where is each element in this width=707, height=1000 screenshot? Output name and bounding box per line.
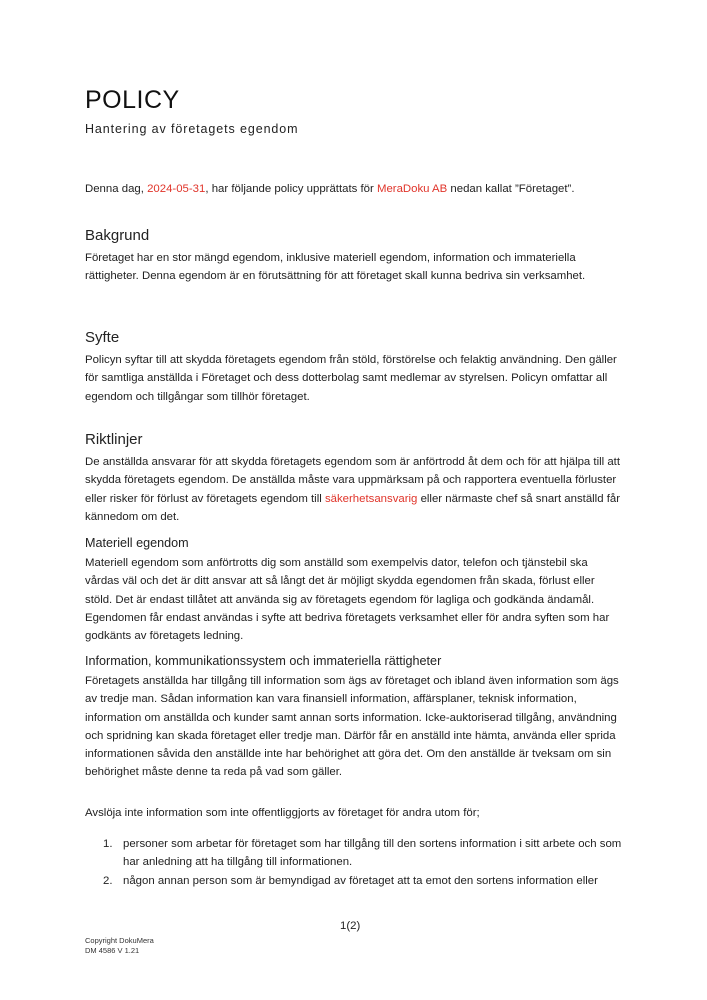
heading-syfte: Syfte (85, 329, 120, 346)
intro-paragraph (85, 180, 625, 198)
list-item-number: 1. (103, 838, 113, 850)
heading-riktlinjer: Riktlinjer (85, 431, 143, 448)
intro-mid: , har följande policy upprättats för (205, 183, 377, 195)
heading-materiell: Materiell egendom (85, 536, 189, 550)
numbered-list (85, 835, 625, 890)
intro-pre: Denna dag, (85, 183, 148, 195)
footer-copyright: Copyright DokuMera (85, 936, 154, 945)
list-item-text: personer som arbetar för företaget som har tillgång till den sortens information i sitt arbete och som har anledning att ha tillgång till informationen. (123, 838, 622, 869)
heading-information: Information, kommunikationssystem och immateriella rättigheter (85, 654, 442, 668)
syfte-text: Policyn syftar till att skydda företagets egendom från stöld, förstörelse och felaktig användning. Den gäller för samtliga anställda i Företaget och dess dotterbolag samt medlemar av styrelsen. Policyn omfattar all egendom och tillgångar som tillhör företaget. (85, 354, 617, 403)
list-item-number: 2. (103, 874, 113, 887)
list-item-text: någon annan person som är bemyndigad av företaget att ta emot den sortens information eller (123, 874, 598, 887)
page-title: POLICY (85, 86, 180, 114)
riktlinjer-text-pre: De anställda ansvarar för att skydda företagets egendom som är anförtrodd åt dem och för att hjälpa till att skydda företagets egendom. De anställda måste vara uppmärksam på och rapportera eventuella förluster eller risker för förlust av företagets egendom till (85, 456, 621, 505)
page-number: 1(2) (340, 920, 361, 932)
riktlinjer-text-post: eller närmaste chef så snart anställd får kännedom om det. (85, 492, 621, 523)
intro-date: 2024-05-31 (147, 183, 206, 195)
materiell-text: Materiell egendom som anförtrotts dig som anställd som exempelvis dator, telefon och tjänstebil ska vårdas väl och det är ditt ansvar att så långt det är möjligt skydda egendomen från skada, förlust eller stöld. Det är endast tillåtet att använda sig av företagets egendom för lagliga och godkända ändamål. Egendomen får endast användas i syfte att bedriva företagets verksamhet eller för andra syften som har godkänts av företagets ledning. (85, 557, 610, 643)
intro-post: nedan kallat ”Företaget”. (447, 183, 575, 195)
footer-doc-id: DM 4586 V 1.21 (85, 946, 140, 955)
riktlinjer-text (85, 453, 625, 526)
list-item (85, 872, 625, 890)
page-subtitle: Hantering av företagets egendom (85, 122, 299, 136)
riktlinjer-text-red: säkerhetsansvarig (324, 492, 418, 505)
avsloja-text: Avslöja inte information som inte offentliggjorts av företaget för andra utom för; (85, 807, 480, 819)
information-text: Företagets anställda har tillgång till information som ägs av företaget och ibland även information som ägs av tredje man. Sådan information kan vara finansiell information, affärsplaner, teknisk information, information om anställda och kunder samt annan sorts information. Icke-auktoriserad tillgång, användning och spridning kan skada företaget eller tredje man. Därför får en anställd inte hämta, använda eller sprida informationen såvida den anställde inte har behörighet att göra det. Om den anställde är tveksam om sin behörighet måste denne ta reda på vad som gäller. (85, 675, 619, 779)
heading-bakgrund: Bakgrund (85, 227, 150, 244)
intro-company: MeraDoku AB (376, 183, 448, 195)
bakgrund-text: Företaget har en stor mängd egendom, inklusive materiell egendom, information och immateriella rättigheter. Denna egendom är en förutsättning för att företaget skall kunna bedriva sin verksamhet. (85, 252, 586, 283)
list-item (85, 835, 625, 872)
